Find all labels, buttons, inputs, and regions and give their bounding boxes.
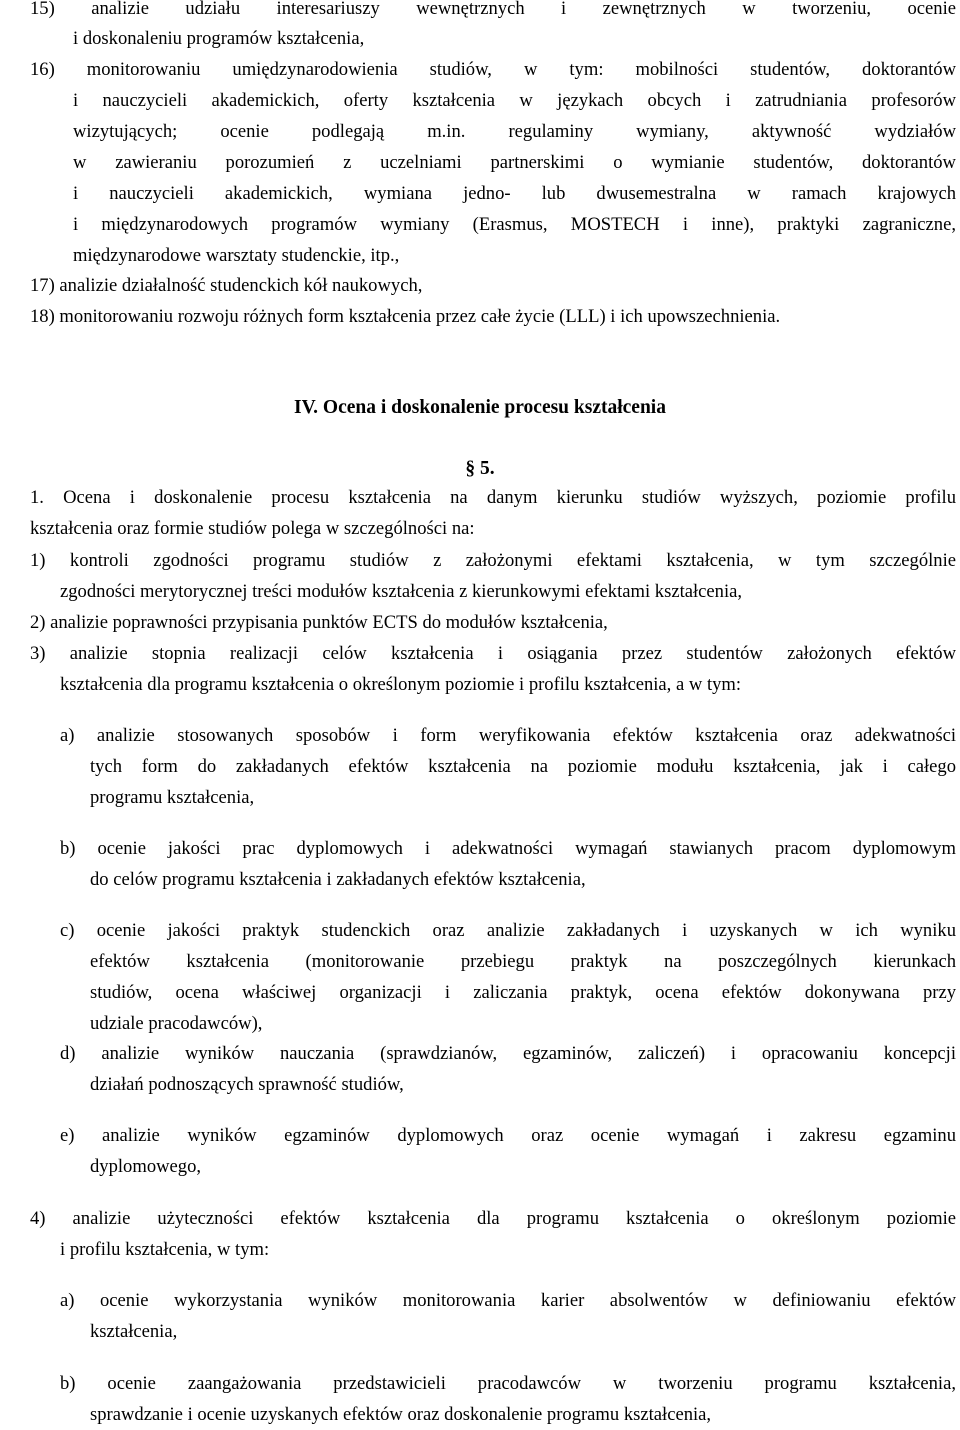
list-item-4-line1: 4) analizie użyteczności efektów kształcenia dla programu kształcenia o określonym poziomie <box>30 1208 956 1229</box>
list-item-16-line4: w zawieraniu porozumień z uczelniami partnerskimi o wymianie studentów, doktorantów <box>73 152 956 173</box>
list-item-15-line2: i doskonaleniu programów kształcenia, <box>73 28 365 49</box>
subitem-d-line2: działań podnoszących sprawność studiów, <box>90 1074 404 1095</box>
subitem-a-line2: tych form do zakładanych efektów kształcenia na poziomie modułu kształcenia, jak i całego <box>90 756 956 777</box>
subitem-c-line1: c) ocenie jakości praktyk studenckich oraz analizie zakładanych i uzyskanych w ich wyniku <box>60 920 956 941</box>
section-heading: IV. Ocena i doskonalenie procesu kształcenia <box>294 397 666 418</box>
subitem-a-line1: a) analizie stosowanych sposobów i form weryfikowania efektów kształcenia oraz adekwatności <box>60 725 956 746</box>
list-item-2: 2) analizie poprawności przypisania punktów ECTS do modułów kształcenia, <box>30 612 608 633</box>
subitem-4b-line2: sprawdzanie i ocenie uzyskanych efektów oraz doskonalenie programu kształcenia, <box>90 1404 712 1425</box>
subitem-c-line3: studiów, ocena właściwej organizacji i zaliczania praktyk, ocena efektów dokonywana przy <box>90 982 956 1003</box>
subitem-e-line2: dyplomowego, <box>90 1156 202 1177</box>
intro-line1: 1. Ocena i doskonalenie procesu kształcenia na danym kierunku studiów wyższych, poziomie profilu <box>30 487 956 508</box>
list-item-1-line1: 1) kontroli zgodności programu studiów z założonymi efektami kształcenia, w tym szczególnie <box>30 550 956 571</box>
list-item-1-line2: zgodności merytorycznej treści modułów kształcenia z kierunkowymi efektami kształcenia, <box>60 581 743 602</box>
list-item-3-line2: kształcenia dla programu kształcenia o określonym poziomie i profilu kształcenia, a w tym: <box>60 674 742 695</box>
paragraph-number: § 5. <box>465 458 495 479</box>
intro-line2: kształcenia oraz formie studiów polega w szczególności na: <box>30 518 475 539</box>
list-item-16-line2: i nauczycieli akademickich, oferty kształcenia w językach obcych i zatrudniania profesorów <box>73 90 956 111</box>
list-item-17: 17) analizie działalność studenckich kół naukowych, <box>30 275 423 296</box>
list-item-16-line3: wizytujących; ocenie podlegają m.in. regulaminy wymiany, aktywność wydziałów <box>73 121 956 142</box>
list-item-15-line1: 15) analizie udziału interesariuszy wewnętrznych i zewnętrznych w tworzeniu, ocenie <box>30 0 956 19</box>
subitem-b-line1: b) ocenie jakości prac dyplomowych i adekwatności wymagań stawianych pracom dyplomowym <box>60 838 956 859</box>
subitem-d-line1: d) analizie wyników nauczania (sprawdzianów, egzaminów, zaliczeń) i opracowaniu koncepcji <box>60 1043 956 1064</box>
subitem-4b-line1: b) ocenie zaangażowania przedstawicieli pracodawców w tworzeniu programu kształcenia, <box>60 1373 956 1394</box>
subitem-b-line2: do celów programu kształcenia i zakładanych efektów kształcenia, <box>90 869 586 890</box>
list-item-16-line6: i międzynarodowych programów wymiany (Erasmus, MOSTECH i inne), praktyki zagraniczne, <box>73 214 956 235</box>
subitem-c-line2: efektów kształcenia (monitorowanie przebiegu praktyk na poszczególnych kierunkach <box>90 951 956 972</box>
subitem-a-line3: programu kształcenia, <box>90 787 255 808</box>
subitem-4a-line1: a) ocenie wykorzystania wyników monitorowania karier absolwentów w definiowaniu efektów <box>60 1290 956 1311</box>
subitem-4a-line2: kształcenia, <box>90 1321 178 1342</box>
subitem-e-line1: e) analizie wyników egzaminów dyplomowych oraz ocenie wymagań i zakresu egzaminu <box>60 1125 956 1146</box>
list-item-16-line5: i nauczycieli akademickich, wymiana jedno- lub dwusemestralna w ramach krajowych <box>73 183 956 204</box>
list-item-18: 18) monitorowaniu rozwoju różnych form kształcenia przez całe życie (LLL) i ich upowszechnienia. <box>30 306 781 327</box>
list-item-16-line7: międzynarodowe warsztaty studenckie, itp., <box>73 245 400 266</box>
list-item-3-line1: 3) analizie stopnia realizacji celów kształcenia i osiągania przez studentów założonych efektów <box>30 643 956 664</box>
subitem-c-line4: udziale pracodawców), <box>90 1013 263 1034</box>
list-item-4-line2: i profilu kształcenia, w tym: <box>60 1239 270 1260</box>
list-item-16-line1: 16) monitorowaniu umiędzynarodowienia studiów, w tym: mobilności studentów, doktorantów <box>30 59 956 80</box>
